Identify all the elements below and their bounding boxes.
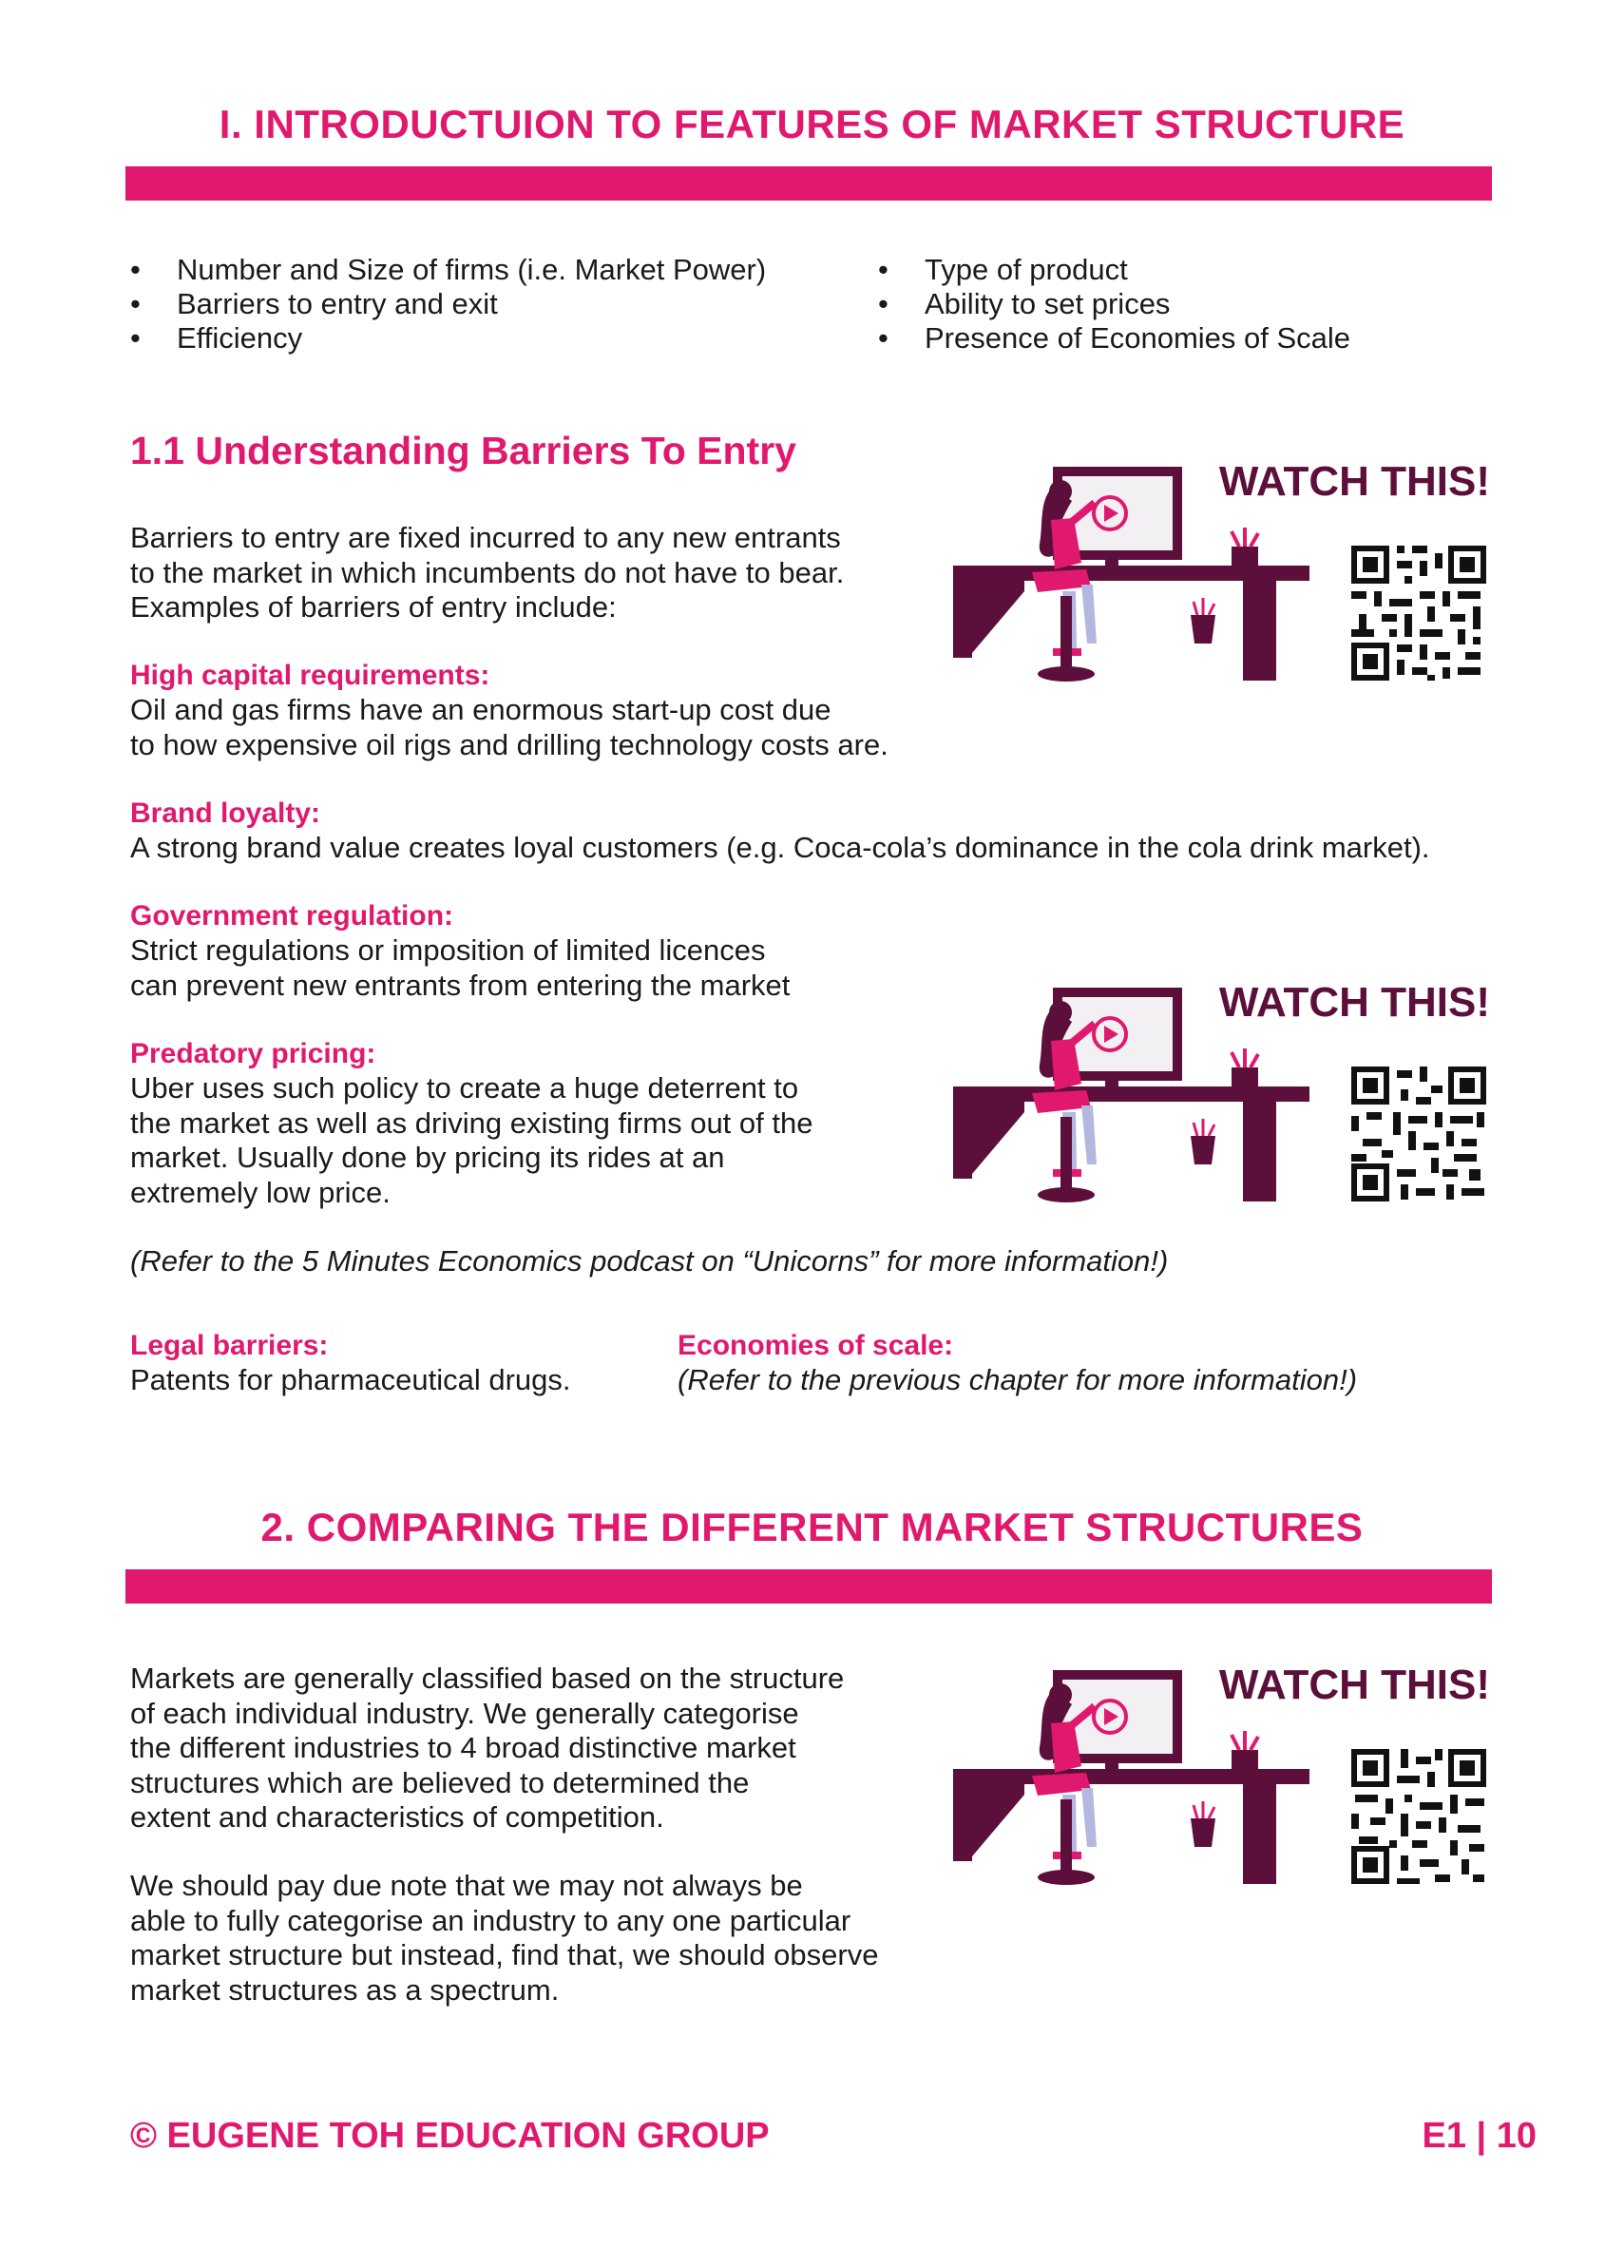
qr-code-icon[interactable] [1347, 542, 1490, 684]
list-item: • Type of product [873, 253, 1350, 287]
gov-regulation-heading: Government regulation: [130, 900, 454, 932]
watch-block-2 [948, 979, 1490, 1207]
text-line: A strong brand value creates loyal customers (e.g. Coca-cola’s dominance in the cola drink market). [130, 831, 1430, 864]
text-line: the different industries to 4 broad distinctive market [130, 1731, 796, 1764]
text-line: the market as well as driving existing firms out of the [130, 1105, 813, 1140]
text-line: market structures as a spectrum. [130, 1972, 560, 2007]
features-list-right [873, 253, 1350, 356]
footer-page-number: E1 | 10 [1422, 2116, 1537, 2156]
podcast-note: (Refer to the 5 Minutes Economics podcast on “Unicorns” for more information!) [130, 1244, 1169, 1278]
text-line: Strict regulations or imposition of limited licences [130, 933, 766, 967]
list-item: • Efficiency [125, 321, 766, 356]
features-list-left [125, 253, 766, 356]
economies-of-scale-heading: Economies of scale: [678, 1330, 954, 1361]
text-line: able to fully categorise an industry to any one particular [130, 1903, 851, 1937]
text-line: Uber uses such policy to create a huge deterrent to [130, 1071, 799, 1105]
gov-regulation-text [130, 933, 790, 1003]
watch-this-label: WATCH THIS! [1218, 458, 1490, 505]
intro-paragraph [130, 521, 844, 625]
list-item: • Number and Size of firms (i.e. Market Power) [125, 253, 766, 287]
text-line: Barriers to entry are fixed incurred to any new entrants [130, 521, 841, 554]
brand-loyalty-text [130, 831, 1430, 866]
high-capital-heading: High capital requirements: [130, 660, 490, 691]
text-line: structures which are believed to determined the [130, 1765, 750, 1799]
text-line: can prevent new entrants from entering the market [130, 968, 791, 1002]
text-line: to how expensive oil rigs and drilling technology costs are. [130, 727, 888, 761]
subsection-title: 1.1 Understanding Barriers To Entry [130, 429, 796, 472]
predatory-pricing-text [130, 1071, 812, 1210]
economies-of-scale-text: (Refer to the previous chapter for more information!) [678, 1363, 1358, 1396]
section-1-divider-bar [125, 166, 1492, 201]
text-line: of each individual industry. We generally categorise [130, 1696, 799, 1730]
high-capital-text [130, 693, 888, 762]
section-2-divider-bar [125, 1569, 1492, 1604]
section-2-title: 2. COMPARING THE DIFFERENT MARKET STRUCTURES [260, 1505, 1364, 1549]
watch-this-label: WATCH THIS! [1218, 1662, 1490, 1708]
text-line: market. Usually done by pricing its rides at an [130, 1141, 725, 1174]
text-line: Examples of barriers of entry include: [130, 590, 617, 624]
list-item: • Barriers to entry and exit [125, 287, 766, 321]
text-line: We should pay due note that we may not always be [130, 1869, 803, 1902]
text-line: Markets are generally classified based on the structure [130, 1662, 845, 1695]
watch-block-1 [948, 458, 1490, 686]
watch-block-3 [948, 1662, 1490, 1890]
brand-loyalty-heading: Brand loyalty: [130, 798, 321, 829]
list-item: • Ability to set prices [873, 287, 1350, 321]
section-2-paragraph-1 [130, 1662, 844, 1836]
qr-code-icon[interactable] [1347, 1745, 1490, 1888]
section-2-paragraph-2 [130, 1869, 878, 2008]
text-line: to the market in which incumbents do not have to bear. [130, 555, 845, 589]
watch-this-label: WATCH THIS! [1218, 979, 1490, 1026]
legal-barriers-heading: Legal barriers: [130, 1330, 329, 1361]
qr-code-icon[interactable] [1347, 1063, 1490, 1205]
legal-barriers-text: Patents for pharmaceutical drugs. [130, 1363, 571, 1396]
section-1-title: I. INTRODUCTUION TO FEATURES OF MARKET STRUCTURE [219, 102, 1405, 146]
list-item: • Presence of Economies of Scale [873, 321, 1350, 356]
text-line: extremely low price. [130, 1175, 391, 1209]
text-line: Oil and gas firms have an enormous start-up cost due [130, 693, 831, 726]
footer-copyright: © EUGENE TOH EDUCATION GROUP [130, 2116, 770, 2156]
text-line: extent and characteristics of competition. [130, 1800, 664, 1834]
text-line: market structure but instead, find that, we should observe [130, 1938, 879, 1971]
predatory-pricing-heading: Predatory pricing: [130, 1038, 376, 1069]
